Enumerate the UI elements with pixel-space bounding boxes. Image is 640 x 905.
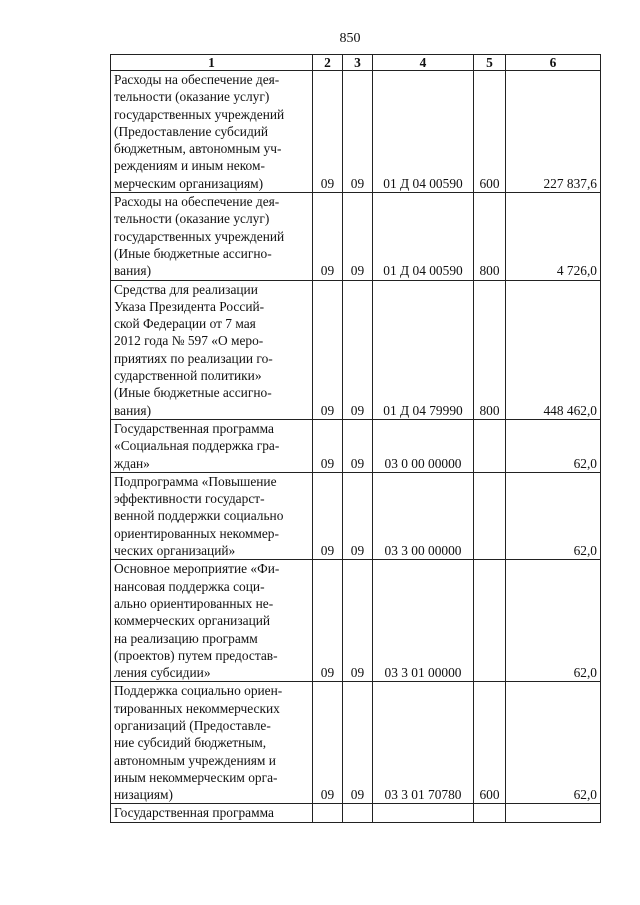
section-code: 09 (313, 71, 343, 193)
amount: 62,0 (506, 419, 601, 472)
row-name-cell (111, 560, 313, 682)
expense-type-code (474, 472, 506, 559)
table-row (111, 560, 601, 682)
target-article-code: 01 Д 04 00590 (373, 193, 474, 280)
subsection-code: 09 (343, 419, 373, 472)
table-row (111, 193, 601, 280)
expense-type-code: 800 (474, 280, 506, 419)
subsection-code: 09 (343, 193, 373, 280)
row-name: Средства для реализации Указа Президента Россий- ской Федерации от 7 мая 2012 года № 597 «О меро- приятиях по реализации го- сударственной политики» (Иные бюджетные ассигно- вания) (114, 281, 273, 418)
amount: 62,0 (506, 560, 601, 682)
table-row (111, 804, 601, 822)
subsection-code: 09 (343, 280, 373, 419)
section-code: 09 (313, 193, 343, 280)
row-name: Государственная программа «Социальная поддержка гра- ждан» (114, 420, 280, 471)
page-number: 850 (339, 31, 361, 46)
amount (506, 804, 601, 822)
column-header-2: 2 (313, 55, 343, 71)
expense-type-code: 600 (474, 682, 506, 804)
section-code (313, 804, 343, 822)
section-code: 09 (313, 280, 343, 419)
table-header-row (111, 55, 601, 71)
section-code: 09 (313, 560, 343, 682)
row-name-cell (111, 280, 313, 419)
target-article-code: 03 3 00 00000 (373, 472, 474, 559)
section-code: 09 (313, 682, 343, 804)
column-header-3: 3 (343, 55, 373, 71)
table-row (111, 280, 601, 419)
amount: 62,0 (506, 682, 601, 804)
row-name: Поддержка социально ориен- тированных некоммерческих организаций (Предоставле- ние субсидий бюджетным, автономным учреждениям и иным некоммерческим орга- низациям) (114, 683, 283, 803)
expense-type-code: 800 (474, 193, 506, 280)
target-article-code: 03 3 01 70780 (373, 682, 474, 804)
section-code: 09 (313, 419, 343, 472)
row-name-cell (111, 682, 313, 804)
column-header-6: 6 (506, 55, 601, 71)
table-row (111, 682, 601, 804)
row-name-cell (111, 472, 313, 559)
target-article-code: 03 3 01 00000 (373, 560, 474, 682)
row-name-cell (111, 193, 313, 280)
table-row (111, 472, 601, 559)
row-name-cell (111, 419, 313, 472)
target-article-code: 03 0 00 00000 (373, 419, 474, 472)
budget-table (110, 54, 601, 823)
expense-type-code (474, 419, 506, 472)
target-article-code: 01 Д 04 79990 (373, 280, 474, 419)
row-name-cell (111, 71, 313, 193)
amount: 448 462,0 (506, 280, 601, 419)
column-header-5: 5 (474, 55, 506, 71)
section-code: 09 (313, 472, 343, 559)
row-name: Государственная программа (114, 805, 274, 821)
target-article-code: 01 Д 04 00590 (373, 71, 474, 193)
expense-type-code: 600 (474, 71, 506, 193)
amount: 62,0 (506, 472, 601, 559)
row-name-cell (111, 804, 313, 822)
row-name: Расходы на обеспечение дея- тельности (оказание услуг) государственных учреждений (Предоставление субсидий бюджетным, автономным уч- реждениям и иным неком- мерческим организациям) (114, 72, 285, 191)
subsection-code: 09 (343, 560, 373, 682)
table-row (111, 71, 601, 193)
row-name: Основное мероприятие «Фи- нансовая поддержка соци- ально ориентированных не- коммерческих организаций на реализацию программ (проектов) путем предостав- ления субсидии» (114, 561, 280, 681)
table-row (111, 419, 601, 472)
row-name: Расходы на обеспечение дея- тельности (оказание услуг) государственных учреждений (Иные бюджетные ассигно- вания) (114, 194, 285, 279)
subsection-code: 09 (343, 472, 373, 559)
amount: 227 837,6 (506, 71, 601, 193)
row-name: Подпрограмма «Повышение эффективности государст- венной поддержки социально ориентированных некоммер- ческих организаций» (114, 473, 284, 559)
subsection-code (343, 804, 373, 822)
expense-type-code (474, 560, 506, 682)
subsection-code: 09 (343, 682, 373, 804)
subsection-code: 09 (343, 71, 373, 193)
target-article-code (373, 804, 474, 822)
column-header-4: 4 (373, 55, 474, 71)
column-header-1: 1 (111, 55, 313, 71)
expense-type-code (474, 804, 506, 822)
amount: 4 726,0 (506, 193, 601, 280)
